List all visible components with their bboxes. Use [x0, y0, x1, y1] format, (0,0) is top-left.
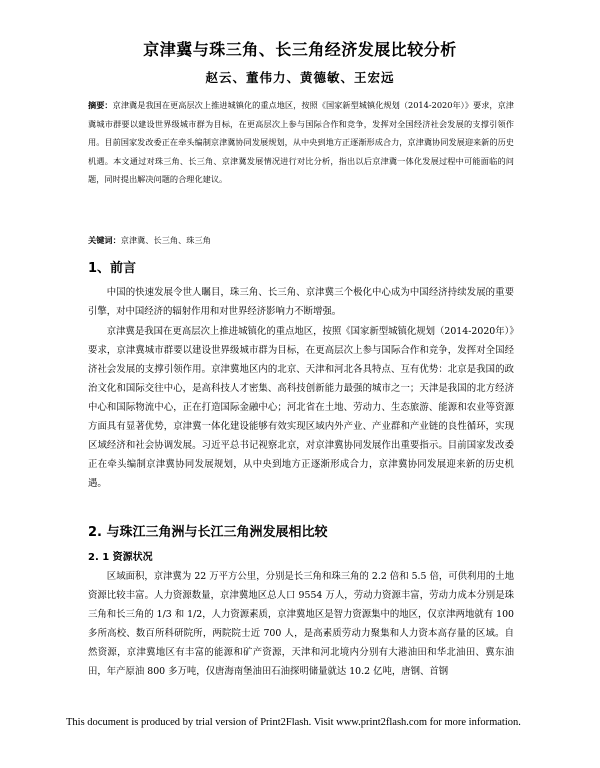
abstract-text: 京津冀是我国在更高层次上推进城镇化的重点地区，按照《国家新型城镇化规划（2014-2020年）》要求，京津冀城市群要以建设世界级城市群为目标，在更高层次上参与国际合作和竞争，发挥对全国经济社会发展的支撑引领作用。目前国家发改委正在牵头编制京津冀协同发展规划，从中央到地方正逐渐形成合力，京津冀协同发展迎来新的历史机遇。本文通过对珠三角、长三角、京津冀发展情况进行对比分析，指出以后京津冀一体化发展过程中可能面临的问题，同时提出解决问题的合理化建议。 [88, 100, 514, 184]
paragraph: 区域面积，京津冀为 22 万平方公里，分别是长三角和珠三角的 2.2 倍和 5.5 倍，可供利用的土地资源比较丰富。人力资源数量，京津冀地区总人口 9554 万人，劳动力资源丰富，劳动力成本分别是珠三角和长三角的 1/3 和 1/2，人力资源素质，京津冀地区是智力资源集中的地区，仅京津两地就有 100 多所高校、数百所科研院所，两院院士近 700 人，是高素质劳动力聚集和人力资本高存量的区域。自然资源，京津冀地区有丰富的能源和矿产资源，天津和河北境内分别有大港油田和华北油田、冀东油田，年产原油 800 多万吨，仅唐海南堡油田石油探明储量就达 10.2 亿吨，唐钢、首钢 [88, 571, 514, 677]
subsection-heading-resources: 2. 1 资源状况 [88, 552, 153, 563]
paragraph: 京津冀是我国在更高层次上推进城镇化的重点地区，按照《国家新型城镇化规划（2014-2020年）》要求，京津冀城市群要以建设世界级城市群为目标，在更高层次上参与国际合作和竞争，发挥对全国经济社会发展的支撑引领作用。京津冀地区内的北京、天津和河北各具特点、互有优势：北京是我国的政治文化和国际交往中心，是高科技人才密集、高科技创新能力最强的城市之一；天津是我国的北方经济中心和国际物流中心，正在打造国际金融中心；河北省在土地、劳动力、生态旅游、能源和农业等资源方面具有显著优势，京津冀一体化建设能够有效实现区域内外产业、产业群和产业链的良性循环，实现区域经济和社会协调发展。习近平总书记视察北京，对京津冀协同发展作出重要指示。目前国家发改委正在牵头编制京津冀协同发展规划，从中央到地方正逐渐形成合力，京津冀协同发展迎来新的历史机遇。 [88, 326, 514, 489]
section-heading-intro: 1、前言 [88, 261, 137, 276]
paper-title: 京津冀与珠三角、长三角经济发展比较分析 [143, 40, 457, 59]
section-heading-comparison: 2. 与珠江三角洲与长江三角洲发展相比较 [88, 525, 328, 540]
watermark-footer: This document is produced by trial version of Print2Flash. Visit www.print2flash.com for more information. [66, 717, 521, 728]
paragraph: 中国的快速发展令世人瞩目，珠三角、长三角、京津冀三个极化中心成为中国经济持续发展的重要引擎，对中国经济的辐射作用和对世界经济影响力不断增强。 [88, 287, 514, 317]
keywords [88, 234, 514, 246]
abstract [88, 96, 514, 189]
abstract-label: 摘要： [88, 100, 113, 110]
paper-authors: 赵云、董伟力、黄德敏、王宏远 [205, 70, 395, 85]
keywords-text: 京津冀、长三角、珠三角 [120, 235, 211, 245]
keywords-label: 关键词： [88, 235, 121, 245]
